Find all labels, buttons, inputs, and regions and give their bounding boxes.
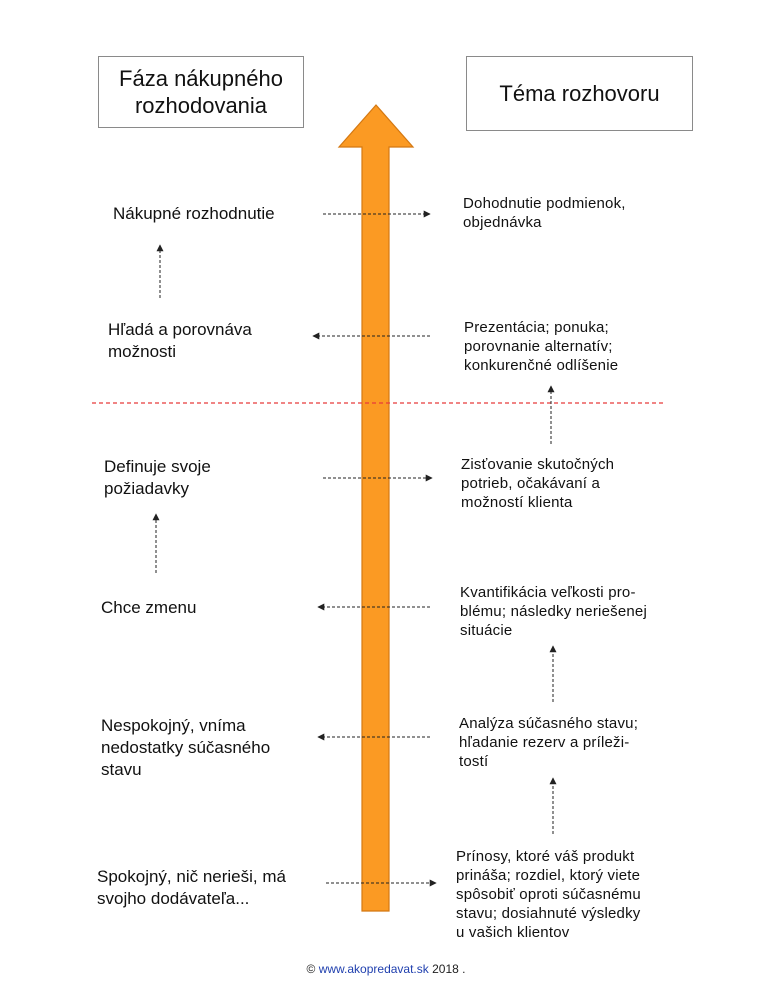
topic-benefits-results: Prínosy, ktoré váš produkt prináša; rozdiel, ktorý viete spôsobiť oproti súčasnému stavu; dosiahnuté výsledky u vašich klientov [456, 848, 641, 941]
topic-problem-quantification: Kvantifikácia veľkosti pro- blému; následky neriešenej situácie [460, 584, 647, 639]
phase-satisfied: Spokojný, nič nerieši, má svojho dodávateľa... [97, 867, 286, 908]
progression-arrow [339, 105, 413, 911]
copyright-footer [0, 962, 772, 976]
phase-purchase-decision: Nákupné rozhodnutie [113, 204, 275, 223]
copyright-year: 2018 . [432, 962, 466, 976]
topic-terms-order: Dohodnutie podmienok, objednávka [463, 195, 626, 231]
phase-defining-requirements: Definuje svoje požiadavky [104, 457, 211, 498]
website-link[interactable]: www.akopredavat.sk [318, 962, 429, 976]
topic-presentation-offer: Prezentácia; ponuka; porovnanie alternatív; konkurenčné odlíšenie [464, 319, 619, 374]
phase-wants-change: Chce zmenu [101, 598, 197, 617]
phase-column-header-label: Fáza nákupného rozhodovania [119, 66, 283, 118]
phase-searching-comparing: Hľadá a porovnáva možnosti [108, 320, 252, 361]
topic-current-state-analysis: Analýza súčasného stavu; hľadanie rezerv a príleži- tostí [459, 715, 639, 770]
phase-dissatisfied: Nespokojný, vníma nedostatky súčasného stavu [101, 716, 271, 779]
topic-column-header-label: Téma rozhovoru [499, 81, 660, 106]
copyright-symbol: © [306, 962, 316, 976]
topic-needs-discovery: Zisťovanie skutočných potrieb, očakávaní a možností klienta [461, 456, 615, 511]
